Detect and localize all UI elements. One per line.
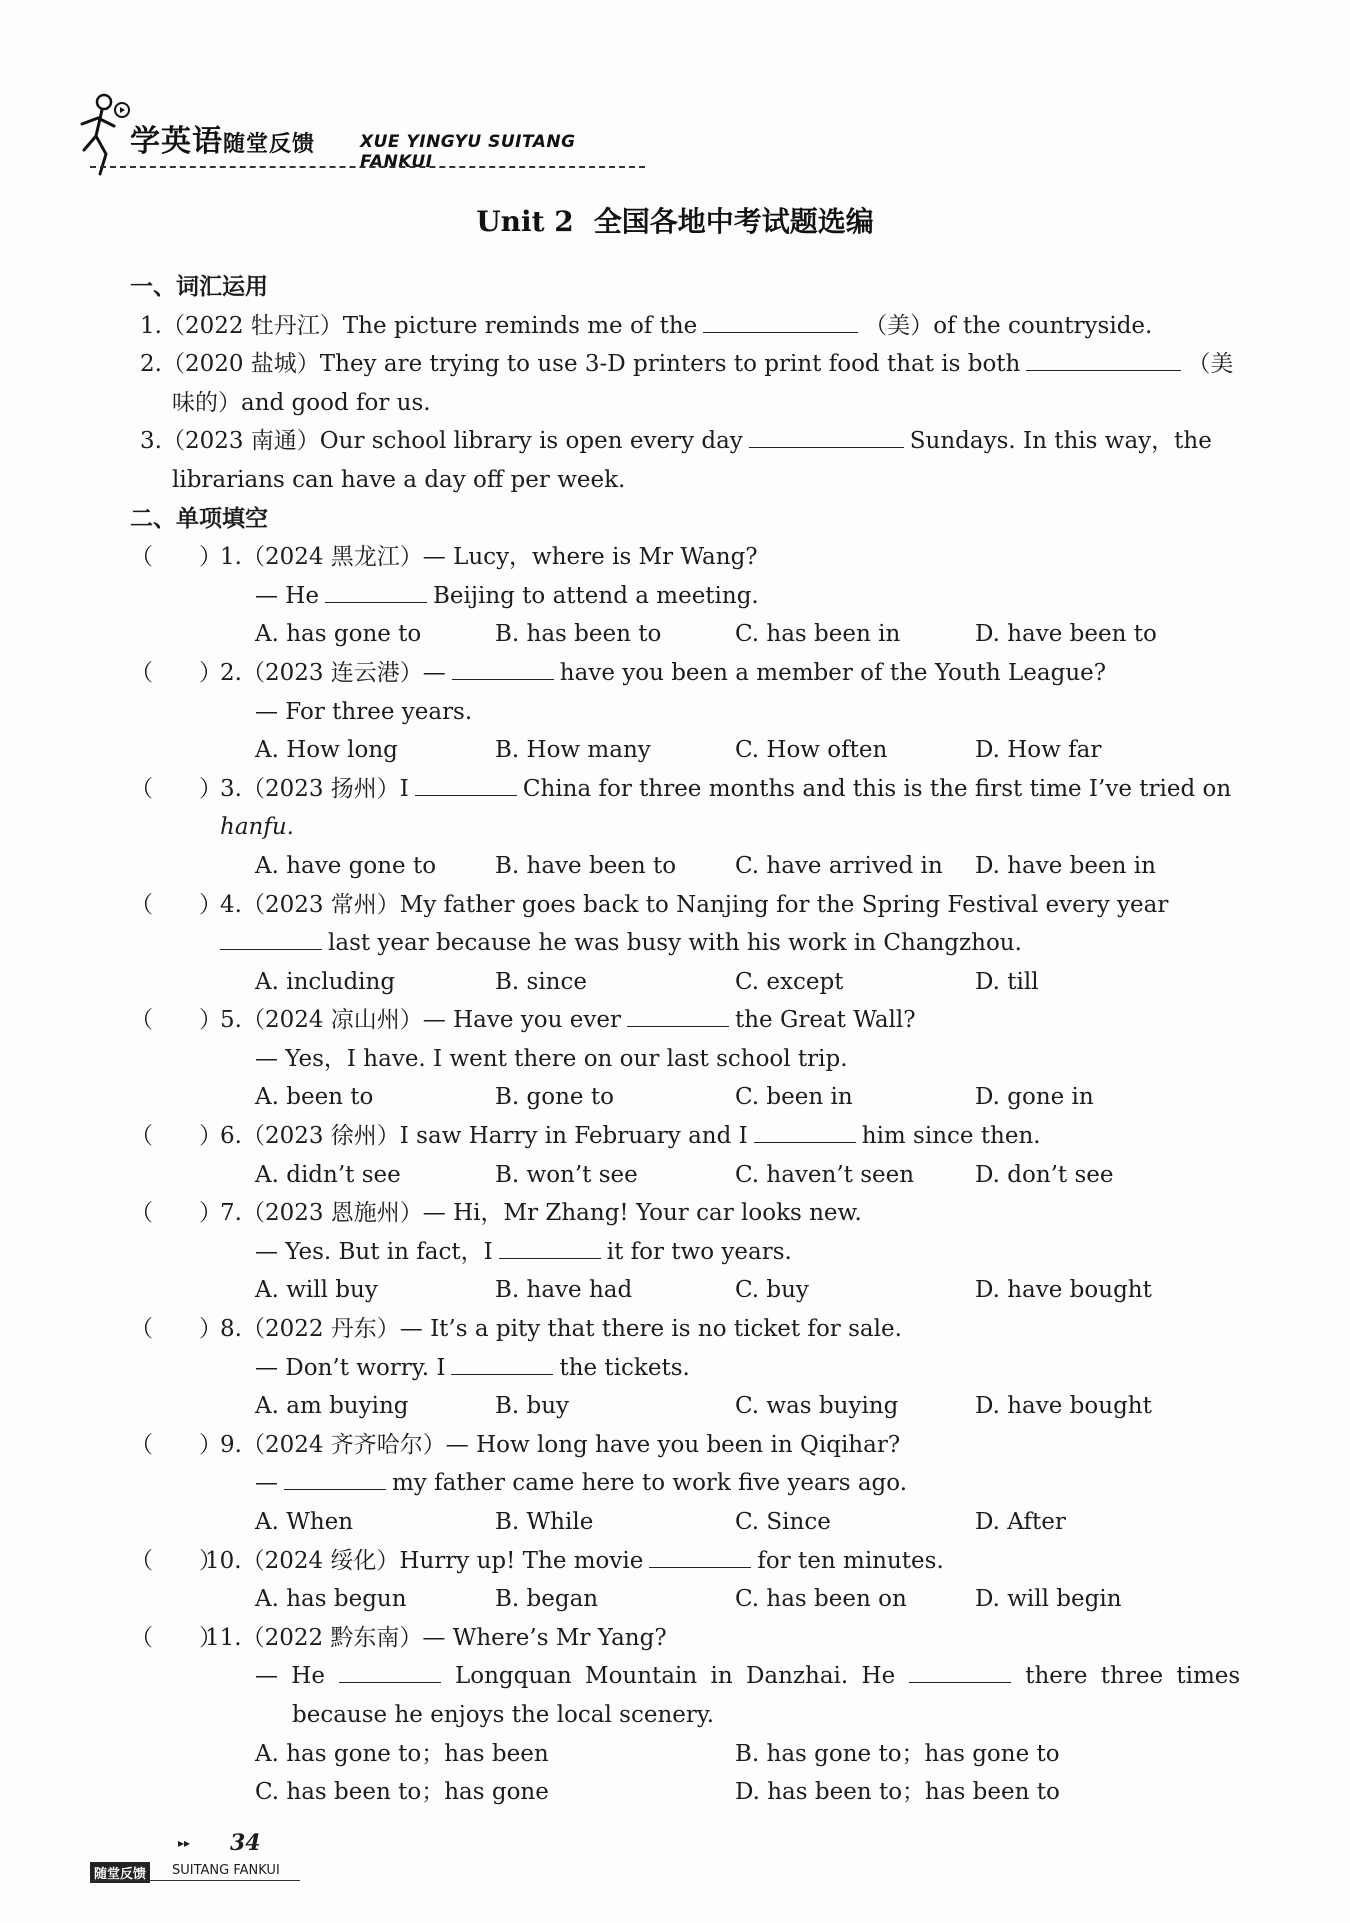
question-2-line2: — For three years. xyxy=(255,698,473,725)
question-3-line2: hanfu. xyxy=(220,814,294,841)
option-a[interactable]: A. How long xyxy=(255,737,398,764)
option-c[interactable]: C. has been on xyxy=(735,1586,907,1613)
header-divider xyxy=(90,166,645,168)
answer-blank[interactable] xyxy=(499,1240,601,1259)
page-footer xyxy=(90,1830,390,1890)
option-d[interactable]: D. gone in xyxy=(975,1084,1094,1111)
option-c[interactable]: C. been in xyxy=(735,1084,853,1111)
runner-logo-icon xyxy=(70,88,130,178)
question-11-options-row2 xyxy=(130,1773,1230,1812)
question-8-line2: — Don’t worry. I the tickets. xyxy=(255,1354,690,1381)
option-a[interactable]: A. has begun xyxy=(255,1586,407,1613)
option-c[interactable]: C. haven’t seen xyxy=(735,1161,915,1188)
question-9: （ ） 9.（2024 齐齐哈尔）— How long have you been in Qiqihar? xyxy=(130,1426,1230,1465)
answer-paren[interactable]: （ ） xyxy=(130,891,222,918)
question-5-line2: — Yes，I have. I went there on our last school trip. xyxy=(255,1045,848,1072)
answer-paren[interactable]: （ ） xyxy=(130,1200,222,1227)
vocab-item-3-cont: librarians can have a day off per week. xyxy=(172,466,626,493)
question-11-line3: because he enjoys the local scenery. xyxy=(292,1701,715,1728)
question-8: （ ） 8.（2022 丹东）— It’s a pity that there is no ticket for sale. xyxy=(130,1310,1230,1349)
answer-paren[interactable]: （ ） xyxy=(130,1624,222,1651)
double-arrow-icon: ▸▸ xyxy=(178,1836,191,1850)
answer-blank[interactable] xyxy=(284,1471,386,1490)
option-c[interactable]: C. have arrived in xyxy=(735,852,943,879)
question-3-options xyxy=(130,847,1230,886)
answer-blank[interactable] xyxy=(627,1008,729,1027)
option-b[interactable]: B. How many xyxy=(495,737,651,764)
logo-english: XUE YINGYU SUITANG FANKUI xyxy=(360,132,576,172)
question-10: （ ） 10.（2024 绥化）Hurry up! The movie for ten minutes. xyxy=(130,1542,1230,1581)
answer-blank[interactable] xyxy=(415,777,517,796)
answer-paren[interactable]: （ ） xyxy=(130,1123,222,1150)
question-1-options xyxy=(130,615,1230,654)
answer-paren[interactable]: （ ） xyxy=(130,1316,222,1343)
question-6-options xyxy=(130,1156,1230,1195)
answer-blank[interactable] xyxy=(339,1664,441,1683)
answer-blank[interactable] xyxy=(749,429,904,448)
option-d[interactable]: D. till xyxy=(975,968,1039,995)
page-header xyxy=(70,80,650,180)
option-d[interactable]: D. How far xyxy=(975,737,1102,764)
option-a[interactable]: A. been to xyxy=(255,1084,374,1111)
option-c[interactable]: C. was buying xyxy=(735,1393,899,1420)
option-a[interactable]: A. has gone to xyxy=(255,621,422,648)
question-1-line2: — He Beijing to attend a meeting. xyxy=(255,582,759,609)
option-b[interactable]: B. began xyxy=(495,1586,599,1613)
option-b[interactable]: B. has been to xyxy=(495,621,662,648)
question-4: （ ） 4.（2023 常州）My father goes back to Nanjing for the Spring Festival every year xyxy=(130,886,1230,925)
answer-blank[interactable] xyxy=(909,1664,1011,1683)
answer-blank[interactable] xyxy=(754,1124,856,1143)
vocab-item-1: 1.（2022 牡丹江）The picture reminds me of the （美）of the countryside. xyxy=(140,312,1153,339)
question-7-line2: — Yes. But in fact，I it for two years. xyxy=(255,1238,792,1265)
option-a[interactable]: A. has gone to；has been xyxy=(255,1740,549,1767)
answer-paren[interactable]: （ ） xyxy=(130,659,222,686)
footer-divider xyxy=(90,1880,300,1881)
logo-chinese: 学英语随堂反馈 xyxy=(130,124,316,159)
option-d[interactable]: D. have been to xyxy=(975,621,1157,648)
answer-paren[interactable]: （ ） xyxy=(130,1547,222,1574)
footer-tag: 随堂反馈 xyxy=(90,1862,150,1883)
option-c[interactable]: C. except xyxy=(735,968,844,995)
option-d[interactable]: D. don’t see xyxy=(975,1161,1114,1188)
answer-blank[interactable] xyxy=(703,314,858,333)
answer-paren[interactable]: （ ） xyxy=(130,775,222,802)
option-d[interactable]: D. have bought xyxy=(975,1277,1152,1304)
option-d[interactable]: D. will begin xyxy=(975,1586,1122,1613)
option-c[interactable]: C. Since xyxy=(735,1509,831,1535)
question-4-line2: last year because he was busy with his work in Changzhou. xyxy=(130,924,1230,963)
exercise-content xyxy=(130,268,1241,1812)
answer-blank[interactable] xyxy=(451,1356,553,1375)
section-2-heading: 二、单项填空 xyxy=(130,505,268,532)
option-b[interactable]: B. have been to xyxy=(495,852,677,879)
option-a[interactable]: A. didn’t see xyxy=(255,1161,401,1188)
option-c[interactable]: C. has been in xyxy=(735,621,901,648)
section-1-heading: 一、词汇运用 xyxy=(130,274,268,300)
option-c[interactable]: C. has been to；has gone xyxy=(255,1779,549,1806)
answer-paren[interactable]: （ ） xyxy=(130,544,222,571)
option-b[interactable]: B. gone to xyxy=(495,1084,614,1111)
answer-blank[interactable] xyxy=(1026,352,1181,371)
option-d[interactable]: D. have been in xyxy=(975,852,1156,879)
question-11-line2: — He Longquan Mountain in Danzhai. He there three times xyxy=(255,1663,1241,1690)
vocab-item-2: 2.（2020 盐城）They are trying to use 3-D printers to print food that is both （美 xyxy=(140,351,1234,378)
vocab-item-2-cont: 味的）and good for us. xyxy=(172,389,431,416)
question-8-options xyxy=(130,1387,1230,1426)
answer-paren[interactable]: （ ） xyxy=(130,1007,222,1034)
option-b[interactable]: B. have had xyxy=(495,1277,633,1304)
question-7-options xyxy=(130,1271,1230,1310)
question-1: （ ） 1.（2024 黑龙江）— Lucy，where is Mr Wang? xyxy=(130,538,1230,577)
option-a[interactable]: A. am buying xyxy=(255,1393,409,1420)
answer-blank[interactable] xyxy=(325,584,427,603)
option-d[interactable]: D. have bought xyxy=(975,1393,1152,1420)
option-b[interactable]: B. since xyxy=(495,968,587,995)
question-2-options xyxy=(130,731,1230,770)
answer-blank[interactable] xyxy=(220,931,322,950)
option-b[interactable]: B. has gone to；has gone to xyxy=(735,1740,1060,1767)
question-2: （ ） 2.（2023 连云港）— have you been a member of the Youth League? xyxy=(130,654,1230,693)
answer-blank[interactable] xyxy=(452,661,554,680)
option-d[interactable]: D. has been to；has been to xyxy=(735,1779,1060,1806)
option-d[interactable]: D. After xyxy=(975,1509,1066,1535)
question-10-options xyxy=(130,1580,1230,1619)
question-11: （ ） 11.（2022 黔东南）— Where’s Mr Yang? xyxy=(130,1619,1230,1658)
footer-tag-en: SUITANG FANKUI xyxy=(172,1863,280,1878)
answer-paren[interactable]: （ ） xyxy=(130,1431,222,1458)
question-11-options-row1 xyxy=(130,1735,1230,1774)
option-b[interactable]: B. While xyxy=(495,1509,594,1535)
option-a[interactable]: A. including xyxy=(255,968,396,995)
option-c[interactable]: C. buy xyxy=(735,1277,809,1304)
question-5-options xyxy=(130,1078,1230,1117)
question-4-options xyxy=(130,963,1230,1002)
question-5: （ ） 5.（2024 凉山州）— Have you ever the Great Wall? xyxy=(130,1001,1230,1040)
option-a[interactable]: A. will buy xyxy=(255,1277,378,1304)
vocab-item-3: 3.（2023 南通）Our school library is open every day Sundays. In this way，the xyxy=(140,428,1212,455)
option-b[interactable]: B. won’t see xyxy=(495,1161,638,1188)
page-number: 34 xyxy=(230,1830,261,1856)
option-c[interactable]: C. How often xyxy=(735,737,888,764)
page-title: Unit 2 全国各地中考试题选编 xyxy=(476,205,874,238)
question-6: （ ） 6.（2023 徐州）I saw Harry in February and I him since then. xyxy=(130,1117,1230,1156)
option-b[interactable]: B. buy xyxy=(495,1393,570,1420)
question-3: （ ） 3.（2023 扬州）I China for three months and this is the first time I’ve tried on xyxy=(130,770,1230,809)
option-a[interactable]: A. have gone to xyxy=(255,852,437,879)
question-9-options xyxy=(130,1503,1230,1542)
question-9-line2: — my father came here to work five years ago. xyxy=(255,1470,908,1497)
option-a[interactable]: A. When xyxy=(255,1509,354,1535)
question-7: （ ） 7.（2023 恩施州）— Hi，Mr Zhang! Your car looks new. xyxy=(130,1194,1230,1233)
answer-blank[interactable] xyxy=(649,1549,751,1568)
